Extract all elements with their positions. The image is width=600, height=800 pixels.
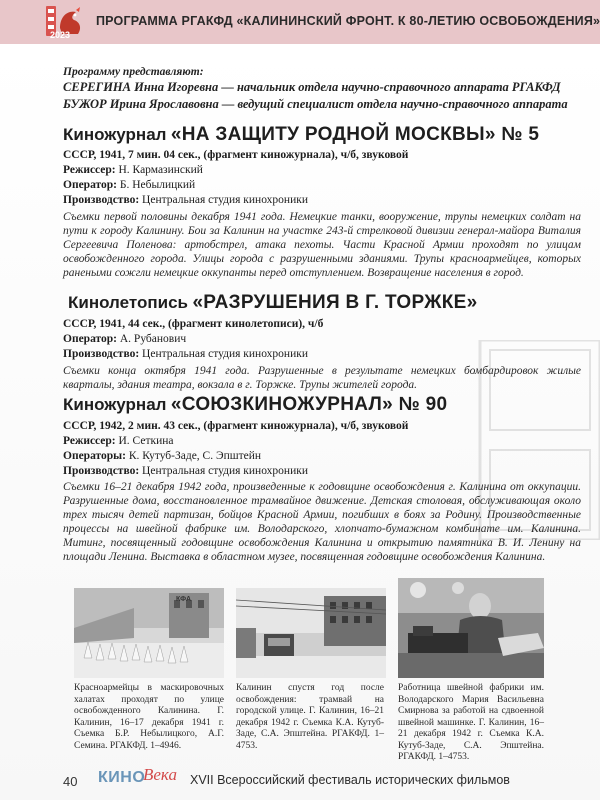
film-meta xyxy=(63,419,583,479)
presenter-line: СЕРЕГИНА Инна Игоревна — начальник отдела научно-справочного аппарата РГАКФД xyxy=(63,80,561,94)
film-meta xyxy=(63,148,583,208)
photo-sign: КФА xyxy=(176,596,192,603)
credit-value: К. Кутуб-Заде, С. Эпштейн xyxy=(128,450,262,462)
film-name: «РАЗРУШЕНИЯ В Г. ТОРЖКЕ» xyxy=(192,292,478,313)
credit-value: А. Рубанович xyxy=(119,333,187,345)
presenters-intro: Программу представляют: xyxy=(63,66,204,78)
credit-line xyxy=(63,464,583,479)
logo-year: 2023 xyxy=(50,30,71,40)
page-header xyxy=(0,0,600,44)
credit-line xyxy=(63,434,583,449)
credit-value: И. Сеткина xyxy=(118,435,174,447)
film-kind: Киножурнал xyxy=(63,125,167,144)
credit-value: Центральная студия кинохроники xyxy=(142,465,308,477)
photo-soldiers-snow xyxy=(74,588,224,678)
film-description: Съемки конца октября 1941 года. Разрушенные в результате немецких бомбардировок жилые кварталы, здания театра, вокзала в г. Торжке. Трупы жителей города. xyxy=(63,365,581,391)
credit-label: Производство: xyxy=(63,348,140,360)
credit-line xyxy=(63,193,583,208)
film-description: Съемки 16–21 декабря 1942 года, произведенные к годовщине освобождения г. Калинина от оккупации. Разрушенные дома, восстановленное трамвайное движение. Детская столовая, обслуживающая около трех тысяч детей партизан, бойцов Красной Армии, погибших в боях за Родину. Производственные процессы на швейной фабрике им. Володарского, хлопчато-бумажном комбинате им. Калинина. Митинг, посвященный годовщине освобождения Калинина и открытию памятника В. И. Ленину на площади Ленина. Выставка в областном музее, посвященная годовщине освобождения Калинина. xyxy=(63,481,581,563)
photo-caption: Работница швейной фабрики им. Володарского Мария Васильевна Смирнова за работой на сдвоенной швейной машинке. Г. Калинин, 16–21 декабря 1942 г. Съемка К.А. Кутуб-Заде, С.А. Эпштейна. РГАКФД. 1–4753. xyxy=(398,683,544,762)
credit-label: Режиссер: xyxy=(63,435,116,447)
credit-value: Б. Небылицкий xyxy=(119,179,196,191)
presenters-block xyxy=(63,66,583,112)
film-kind: Кинолетопись xyxy=(68,293,188,312)
credit-value: Н. Кармазинский xyxy=(118,164,203,176)
page-number: 40 xyxy=(63,774,78,789)
photo-caption: Красноармейцы в маскировочных халатах проходят по улице освобожденного Калинина. Г. Калинин, 16–17 декабря 1941 г. Съемка Б.Р. Небылицкого, А.Г. Семина. РГАКФД. 1–4946. xyxy=(74,683,224,751)
credit-label: Производство: xyxy=(63,465,140,477)
credit-line xyxy=(63,347,583,362)
festival-brand: КИНО xyxy=(98,769,146,786)
film-kind: Киножурнал xyxy=(63,395,167,414)
film-title xyxy=(63,394,447,416)
program-title: ПРОГРАММА РГАКФД «КАЛИНИНСКИЙ ФРОНТ. К 80-ЛЕТИЮ ОСВОБОЖДЕНИЯ» xyxy=(96,14,600,28)
credit-line xyxy=(63,449,583,464)
film-name: «СОЮЗКИНОЖУРНАЛ» № 90 xyxy=(170,394,448,415)
credit-value: Центральная студия кинохроники xyxy=(142,194,308,206)
credit-value: Центральная студия кинохроники xyxy=(142,348,308,360)
credit-label: Оператор: xyxy=(63,179,117,191)
credit-label: Производство: xyxy=(63,194,140,206)
credit-label: Оператор: xyxy=(63,333,117,345)
film-name: «НА ЗАЩИТУ РОДНОЙ МОСКВЫ» № 5 xyxy=(170,124,540,145)
credit-label: Режиссер: xyxy=(63,164,116,176)
film-info: СССР, 1942, 2 мин. 43 сек., (фрагмент киножурнала), ч/б, звуковой xyxy=(63,420,409,432)
credit-line xyxy=(63,178,583,193)
film-info: СССР, 1941, 7 мин. 04 сек., (фрагмент киножурнала), ч/б, звуковой xyxy=(63,149,409,161)
photo-sewing-worker xyxy=(398,578,544,678)
film-description: Съемки первой половины декабря 1941 года. Немецкие танки, вооружение, трупы немецких солдат на пути к городу Калинину. Бои за Калинин на участке 243-й стрелковой дивизии генерал-майора Виталия Сергеевича Поленова: артобстрел, атака пехоты. Части Красной Армии проходят по улицам освобожденного города. Улицы города с разрушенными зданиями. Трупы красноармейцев, которых ранеными сожгли немецкие оккупанты перед отступлением. Возвращение населения в город. xyxy=(63,211,581,279)
film-info: СССР, 1941, 44 сек., (фрагмент кинолетописи), ч/б xyxy=(63,318,324,330)
photo-tram-street xyxy=(236,588,386,678)
presenter-line: БУЖОР Ирина Ярославовна — ведущий специалист отдела научно-справочного аппарата xyxy=(63,97,568,111)
festival-name: XVII Всероссийский фестиваль исторических фильмов xyxy=(190,773,510,787)
festival-brand-script: Века xyxy=(143,765,177,784)
film-meta xyxy=(63,317,583,362)
photo-caption: Калинин спустя год после освобождения: трамвай на городской улице. Г. Калинин, 16–21 декабря 1942 г. Съемка К.А. Кутуб-Заде, С.А. Эпштейна. РГАКФД. 1–4753. xyxy=(236,683,384,751)
credit-line xyxy=(63,163,583,178)
credit-line xyxy=(63,332,583,347)
film-title xyxy=(68,292,477,314)
film-title xyxy=(63,124,539,146)
credit-label: Операторы: xyxy=(63,450,126,462)
